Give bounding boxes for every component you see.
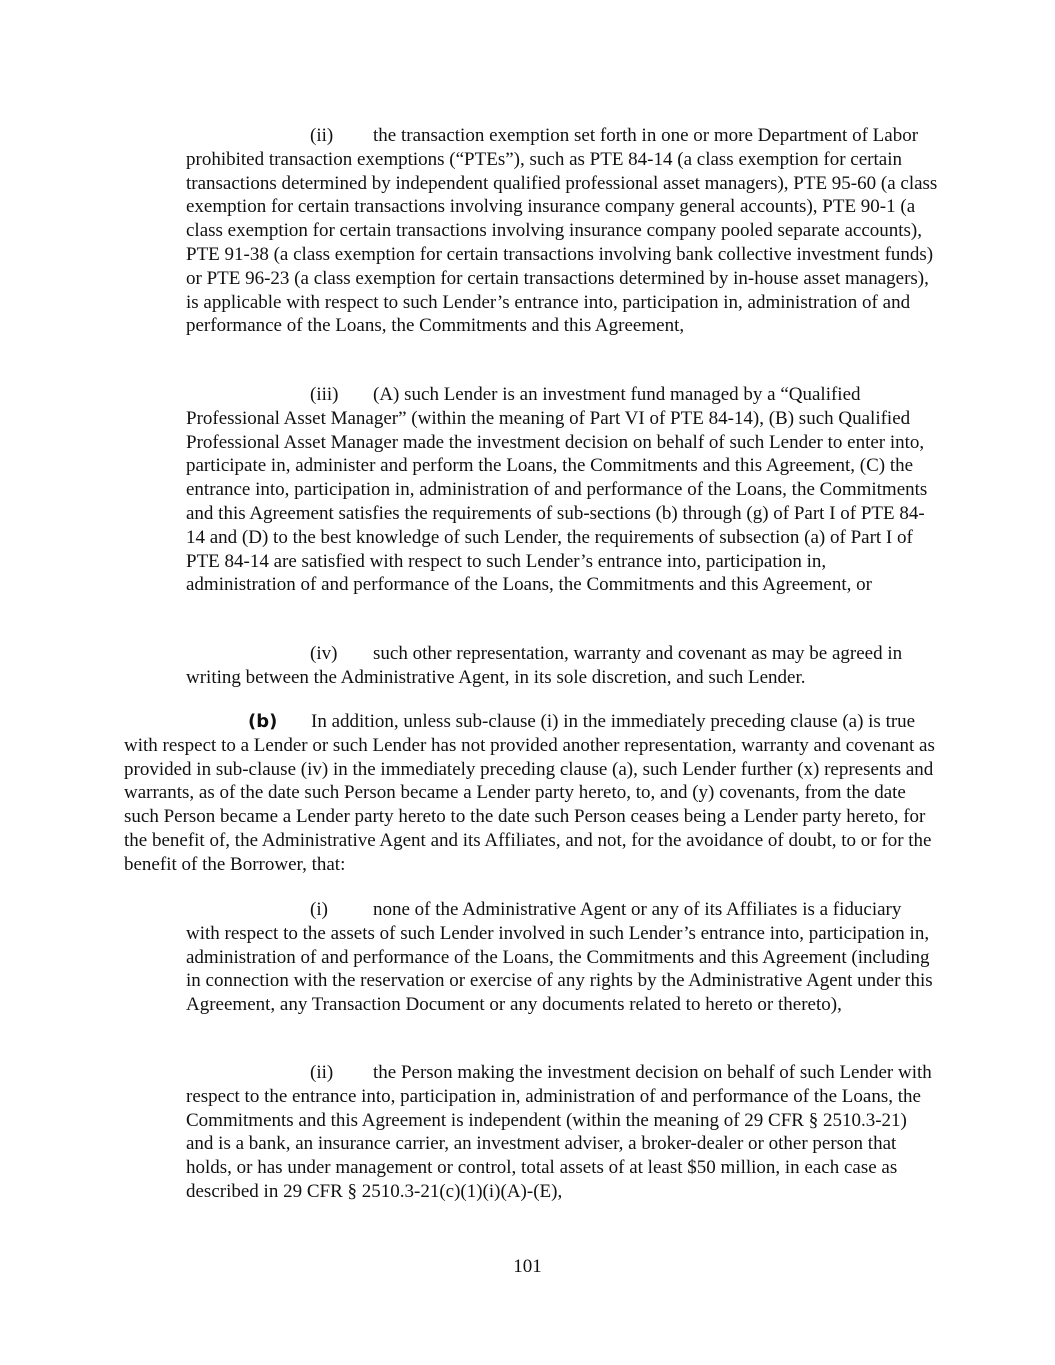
clause-b bbox=[124, 710, 936, 877]
paragraph-text: such other representation, warranty and covenant as may be agreed in writing between the Administrative Agent, in its sole discretion, and such Lender. bbox=[186, 643, 903, 688]
paragraph-b-i bbox=[186, 898, 938, 1017]
paragraph-text: the Person making the investment decision on behalf of such Lender with respect to the entrance into, participation in, administration of and performance of the Loans, the Commitments and this Agreement is independent (within the meaning of 29 CFR § 2510.3-21) and is a bank, an insurance carrier, an investment adviser, a broker-dealer or other person that holds, or has under management or control, total assets of at least $50 million, in each case as described in 29 CFR § 2510.3-21(c)(1)(i)(A)-(E), bbox=[186, 1062, 932, 1202]
paragraph-a-iv bbox=[186, 642, 938, 690]
page-number: 101 bbox=[513, 1256, 542, 1277]
paragraph-a-iii bbox=[186, 383, 938, 597]
paragraph-label: (iii) bbox=[310, 384, 339, 405]
paragraph-label: (ii) bbox=[310, 1062, 334, 1083]
paragraph-text: In addition, unless sub-clause (i) in the immediately preceding clause (a) is true with respect to a Lender or such Lender has not provided another representation, warranty and covenant as provided in sub-clause (iv) in the immediately preceding clause (a), such Lender further (x) represents and warrants, as of the date such Person became a Lender party hereto, to, and (y) covenants, from the date such Person became a Lender party hereto to the date such Person ceases being a Lender party hereto, for the benefit of, the Administrative Agent and its Affiliates, and not, for the avoidance of doubt, to or for the benefit of the Borrower, that: bbox=[124, 711, 935, 875]
paragraph-text: the transaction exemption set forth in one or more Department of Labor prohibited transaction exemptions (“PTEs”), such as PTE 84-14 (a class exemption for certain transactions determined by independent qualified professional asset managers), PTE 95-60 (a class exemption for certain transactions involving insurance company general accounts), PTE 90-1 (a class exemption for certain transactions involving insurance company pooled separate accounts), PTE 91-38 (a class exemption for certain transactions involving bank collective investment funds) or PTE 96-23 (a class exemption for certain transactions determined by in-house asset managers), is applicable with respect to such Lender’s entrance into, participation in, administration of and performance of the Loans, the Commitments and this Agreement, bbox=[186, 125, 938, 337]
paragraph-label: (iv) bbox=[310, 643, 338, 664]
clause-label: (b) bbox=[248, 711, 278, 732]
paragraph-a-ii bbox=[186, 124, 938, 338]
paragraph-text: (A) such Lender is an investment fund managed by a “Qualified Professional Asset Manager” (within the meaning of Part VI of PTE 84-14), (B) such Qualified Professional Asset Manager made the investment decision on behalf of such Lender to enter into, participate in, administer and perform the Loans, the Commitments and this Agreement, (C) the entrance into, participation in, administration of and performance of the Loans, the Commitments and this Agreement satisfies the requirements of sub-sections (b) through (g) of Part I of PTE 84-14 and (D) to the best knowledge of such Lender, the requirements of subsection (a) of Part I of PTE 84-14 are satisfied with respect to such Lender’s entrance into, participation in, administration of and performance of the Loans, the Commitments and this Agreement, or bbox=[186, 384, 928, 596]
paragraph-b-ii bbox=[186, 1061, 938, 1204]
paragraph-label: (i) bbox=[310, 899, 328, 920]
paragraph-text: none of the Administrative Agent or any of its Affiliates is a fiduciary with respect to the assets of such Lender involved in such Lender’s entrance into, participation in, administration of and performance of the Loans, the Commitments and this Agreement (including in connection with the reservation or exercise of any rights by the Administrative Agent under this Agreement, any Transaction Document or any documents related to hereto or thereto), bbox=[186, 899, 933, 1016]
paragraph-label: (ii) bbox=[310, 125, 334, 146]
